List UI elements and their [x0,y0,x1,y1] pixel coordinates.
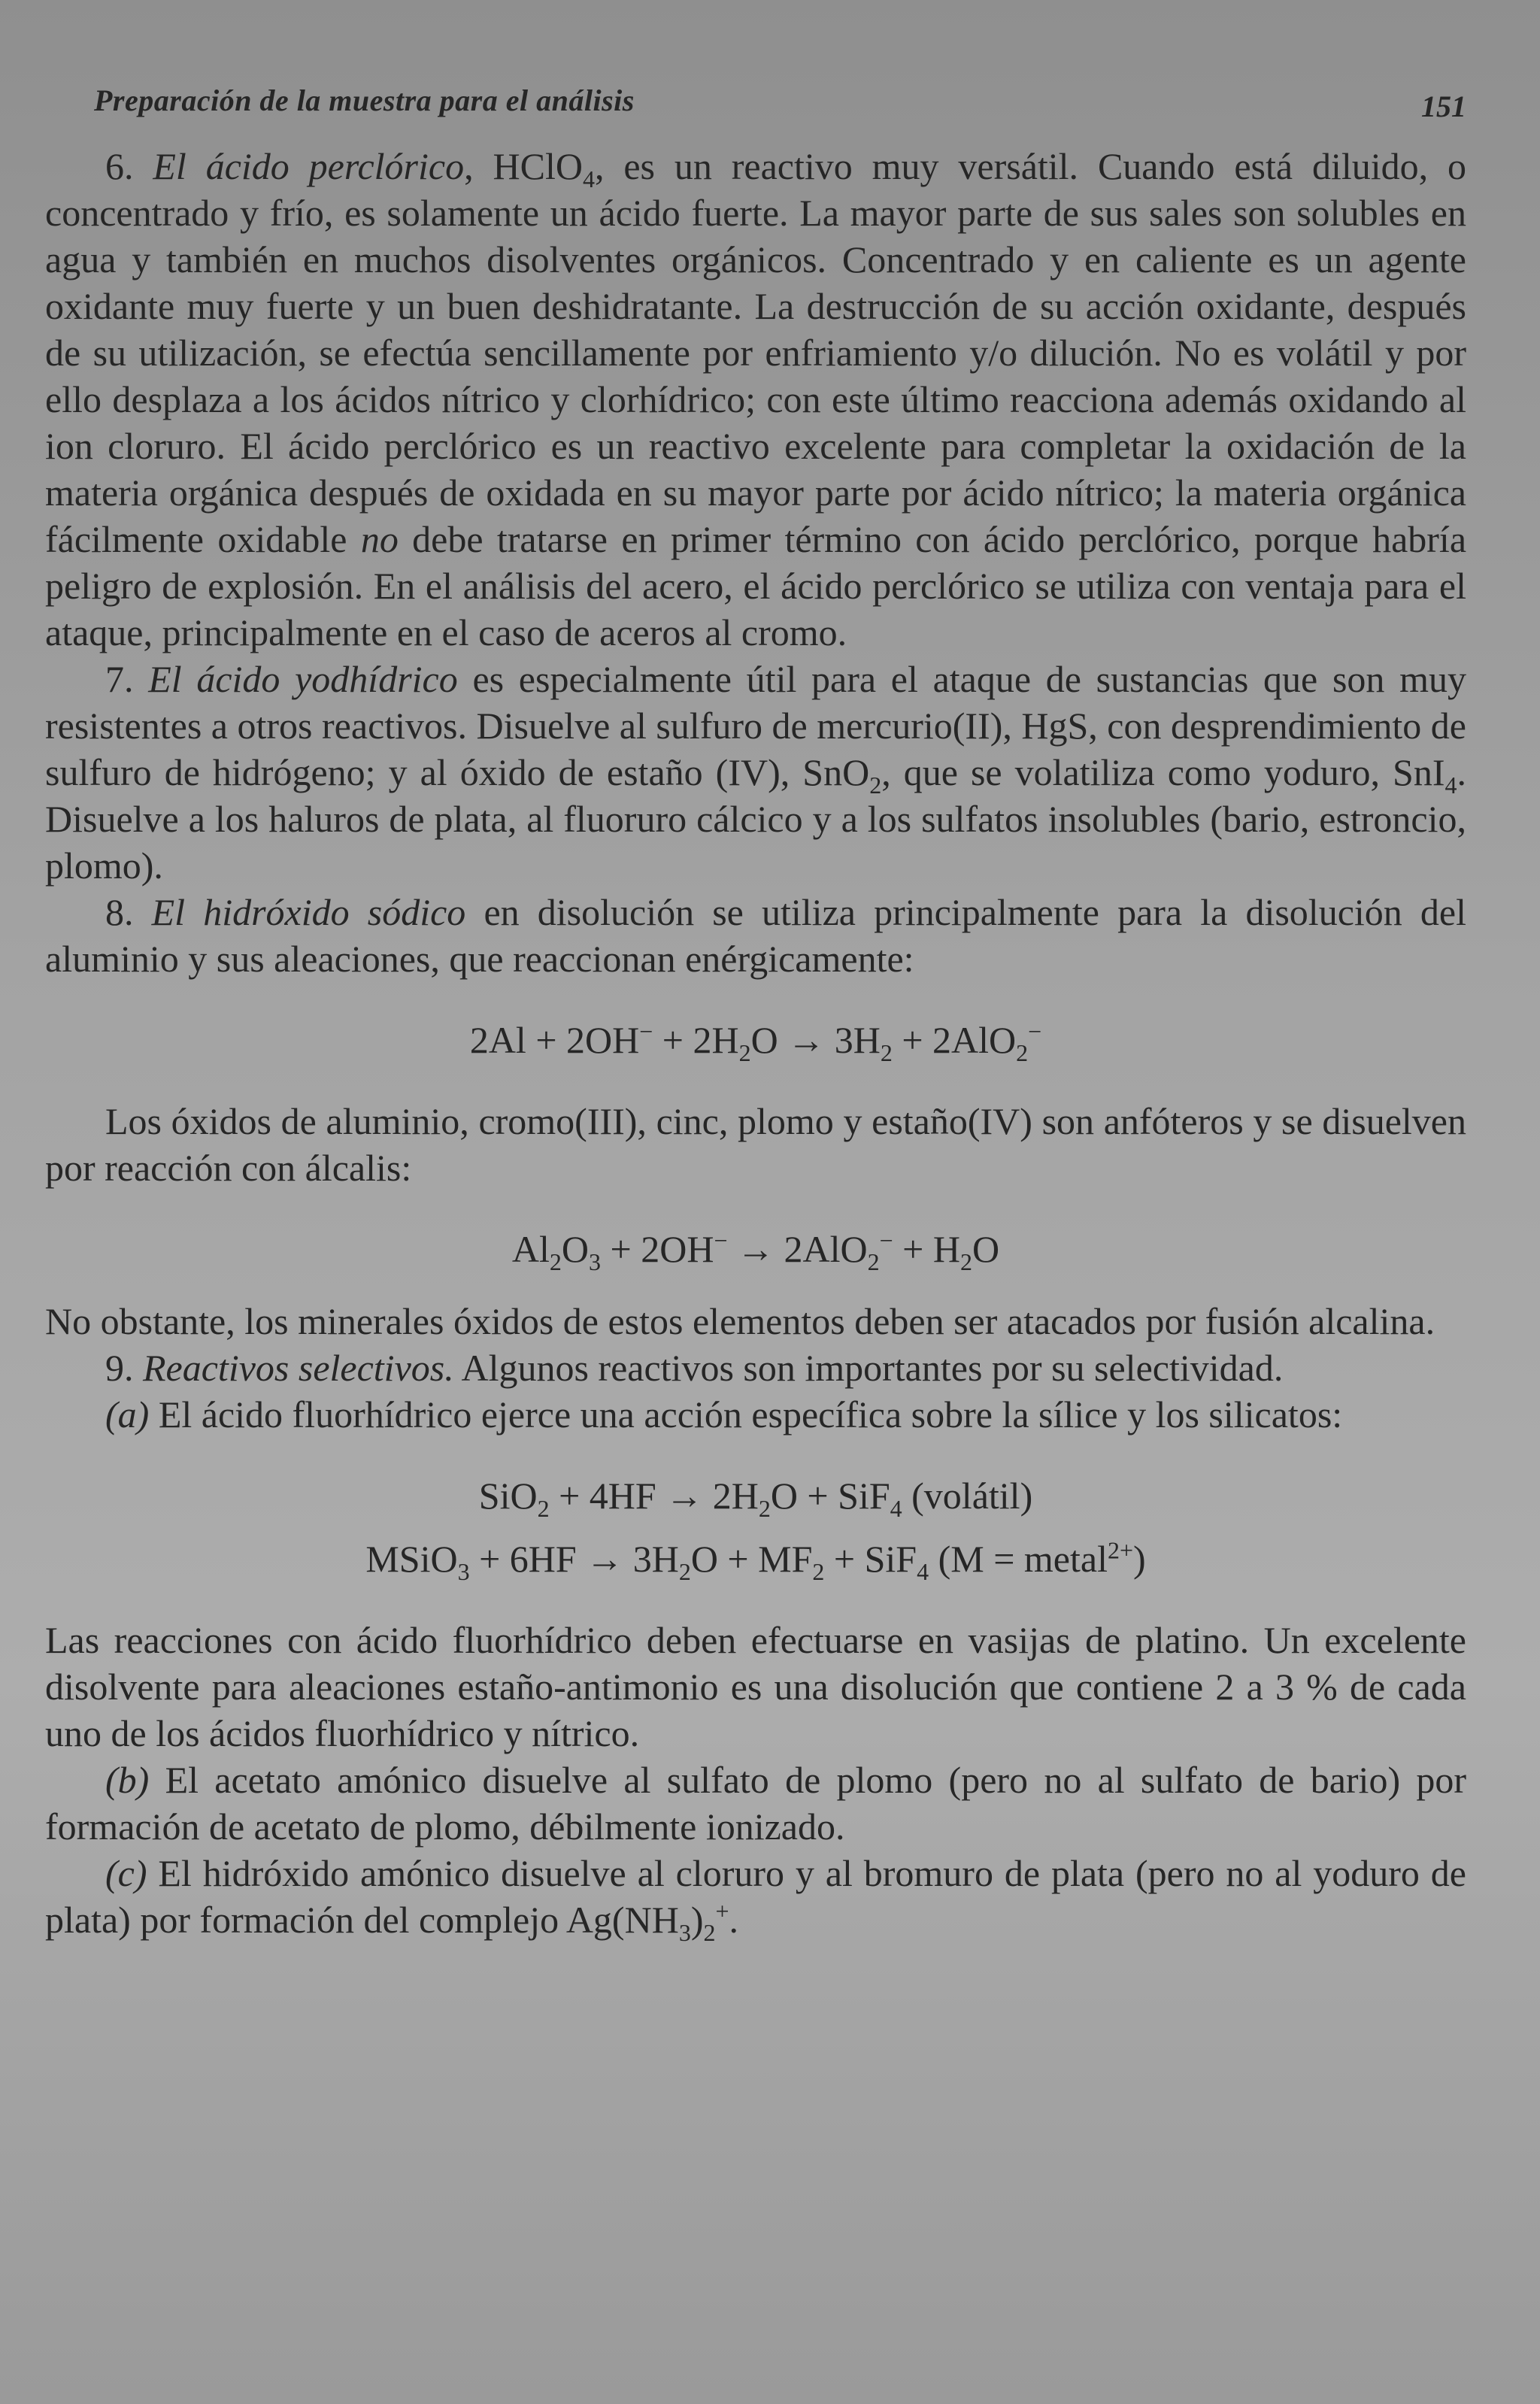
page-number: 151 [1421,89,1466,123]
paragraph-text: en disolución se utiliza principalmente para la disolución del aluminio y sus aleaciones, que reaccionan enérgicamente: [45,891,1466,980]
subscript: 2 [549,1248,562,1275]
running-title: Preparación de la muestra para el análisis [94,83,635,117]
superscript: + [715,1897,729,1925]
book-page [45,83,1467,1946]
paragraph-text: . Disuelve a los haluros de plata, al fluoruro cálcico y a los sulfatos insolubles (bario, estroncio, plomo). [45,751,1466,887]
paragraph-text: es especialmente útil para el ataque de sustancias que son muy resistentes a otros reactivos. Disuelve al sulfuro de mercurio(II), HgS, con desprendimiento de sulfuro de hidrógeno; y al óxido de estaño (IV), SnO [45,658,1466,793]
paragraph-9 [45,1344,1466,1391]
subscript: 2 [738,1039,751,1066]
paragraph-text: . [729,1899,739,1941]
paragraph-amphoteric: Los óxidos de aluminio, cromo(III), cinc, plomo y estaño(IV) son anfóteros y se disuelven por reacción con álcalis: [45,1100,1466,1189]
subscript: 2 [703,1919,716,1946]
eq-term: + SiF [824,1538,917,1580]
eq-term: MSiO [365,1538,458,1580]
subscript: 2 [869,772,882,799]
paragraph-text: El hidróxido amónico disuelve al cloruro y al bromuro de plata (pero no al yoduro de plata) por formación del complejo Ag(NH [45,1852,1466,1941]
page-body [45,143,1467,1946]
superscript: − [879,1226,893,1254]
paragraph-text: El acetato amónico disuelve al sulfato de plomo (pero no al sulfato de bario) por formación de acetato de plomo, débilmente ionizado. [45,1759,1466,1848]
eq-term: O + SiF [770,1475,890,1517]
subscript: 4 [917,1558,929,1585]
paragraph-text: El ácido fluorhídrico ejerce una acción específica sobre la sílice y los silicatos: [149,1393,1343,1435]
paragraph-7 [45,656,1466,889]
eq-term: + 2OH [601,1228,714,1270]
superscript: 2+ [1107,1536,1134,1564]
eq-term: (M = metal [929,1538,1108,1580]
subscript: 4 [1445,772,1457,799]
eq-term: + H [893,1228,960,1270]
paragraph-6: 6. El ácido perclórico, HClO$_4$, es un reactivo muy versátil. Cuando está diluido, o concentrado y frío, es solamente un ácido fuerte. La mayor parte de sus sales son solubles en agua y también en muchos disolventes orgánicos. Concentrado y en caliente es un agente oxidante muy fuerte y un buen deshidratante. La destrucción de su acción oxidante, después de su utilización, se efectúa sencillamente por enfriamiento y/o dilución. No es volátil y por ello desplaza a los ácidos nítrico y clorhídrico; con este último reacciona además oxidando al ion cloruro. El ácido perclórico es un reactivo excelente para completar la oxidación de la materia orgánica después de oxidada en su mayor parte por ácido nítrico; la materia orgánica fácilmente oxidable no debe tratarse en primer término con ácido perclórico, porque habría peligro de explosión. En el análisis del acero, el ácido perclórico se utiliza con ventaja para el ataque, principalmente en el caso de aceros al cromo. [45,145,1467,653]
emphasis: no [360,518,399,560]
item-number: 6. [105,145,134,187]
paragraph-text: , es un reactivo muy versátil. Cuando está diluido, o concentrado y frío, es solamente un ácido fuerte. La mayor parte de sus sales son solubles en agua y también en muchos disolventes orgánicos. Concentrado y en caliente es un agente oxidante muy fuerte y un buen deshidratante. La destrucción de su acción oxidante, después de su utilización, se efectúa sencillamente por enfriamiento y/o dilución. No es volátil y por ello desplaza a los ácidos nítrico y clorhídrico; con este último reacciona además oxidando al ion cloruro. El ácido perclórico es un reactivo excelente para completar la oxidación de la materia orgánica después de oxidada en su mayor parte por ácido nítrico; la materia orgánica fácilmente oxidable [45,145,1467,560]
superscript: − [714,1226,728,1254]
item-number: 9. [105,1347,134,1389]
page-header [45,83,1466,143]
item-number: 7. [105,658,134,700]
eq-term: SiO [478,1475,538,1517]
paragraph-b [45,1757,1466,1850]
paragraph-text: Algunos reactivos son importantes por su selectividad. [453,1347,1284,1389]
item-title: Reactivos selectivos. [143,1347,454,1389]
equation-4 [45,1535,1466,1585]
equation-3 [45,1472,1466,1522]
paragraph-8 [45,889,1466,982]
subscript: 2 [537,1495,550,1522]
equation-2 [45,1226,1466,1275]
eq-term: O [972,1228,1000,1270]
eq-term: O + MF [690,1538,813,1580]
eq-term: + 6HF → 3H [469,1538,679,1580]
item-title: El ácido perclórico [153,145,465,187]
subscript: 3 [457,1558,470,1585]
eq-term: + 2H [653,1019,739,1061]
eq-term: → 2AlO [727,1228,868,1270]
formula: HClO [493,145,583,187]
subscript: 4 [890,1495,902,1522]
subscript: 2 [812,1558,825,1585]
item-title: El ácido yodhídrico [148,658,458,700]
superscript: − [639,1017,653,1045]
eq-term: O [561,1228,590,1270]
sub-item-label: (b) [105,1759,150,1801]
superscript: − [1028,1017,1042,1045]
subscript: 2 [758,1495,771,1522]
paragraph-text: debe tratarse en primer término con ácido perclórico, porque habría peligro de explosión. En el análisis del acero, el ácido perclórico se utiliza con ventaja para el ataque, principalmente en el caso de aceros al cromo. [45,518,1467,653]
eq-term: (volátil) [902,1475,1033,1517]
sub-item-label: (a) [105,1393,150,1435]
eq-term: O → 3H [750,1019,881,1061]
paragraph-platino: Las reacciones con ácido fluorhídrico deben efectuarse en vasijas de platino. Un excelente disolvente para aleaciones estaño-antimonio es una disolución que contiene 2 a 3 % de cada uno de los ácidos fluorhídrico y nítrico. [45,1619,1466,1754]
subscript: 3 [678,1919,691,1946]
paragraph-text: ) [690,1899,704,1941]
subscript: 2 [867,1248,880,1275]
subscript: 2 [880,1039,893,1066]
item-number: 8. [105,891,134,933]
equation-1 [45,1017,1466,1066]
paragraph-text: , que se volatiliza como yoduro, SnI [881,751,1445,793]
subscript: 2 [959,1248,972,1275]
eq-term: ) [1133,1538,1146,1580]
eq-term: + 4HF → 2H [549,1475,759,1517]
subscript: 2 [678,1558,691,1585]
subscript: 3 [589,1248,602,1275]
subscript: 4 [582,165,595,193]
sub-item-label: (c) [105,1852,147,1894]
paragraph-c [45,1850,1466,1946]
eq-term: 2Al + 2OH [469,1019,640,1061]
eq-term: + 2AlO [892,1019,1017,1061]
item-title: El hidróxido sódico [151,891,466,933]
eq-term: Al [511,1228,550,1270]
subscript: 2 [1016,1039,1029,1066]
paragraph-fusion: No obstante, los minerales óxidos de estos elementos deben ser atacados por fusión alcalina. [45,1300,1435,1342]
paragraph-a [45,1391,1466,1438]
